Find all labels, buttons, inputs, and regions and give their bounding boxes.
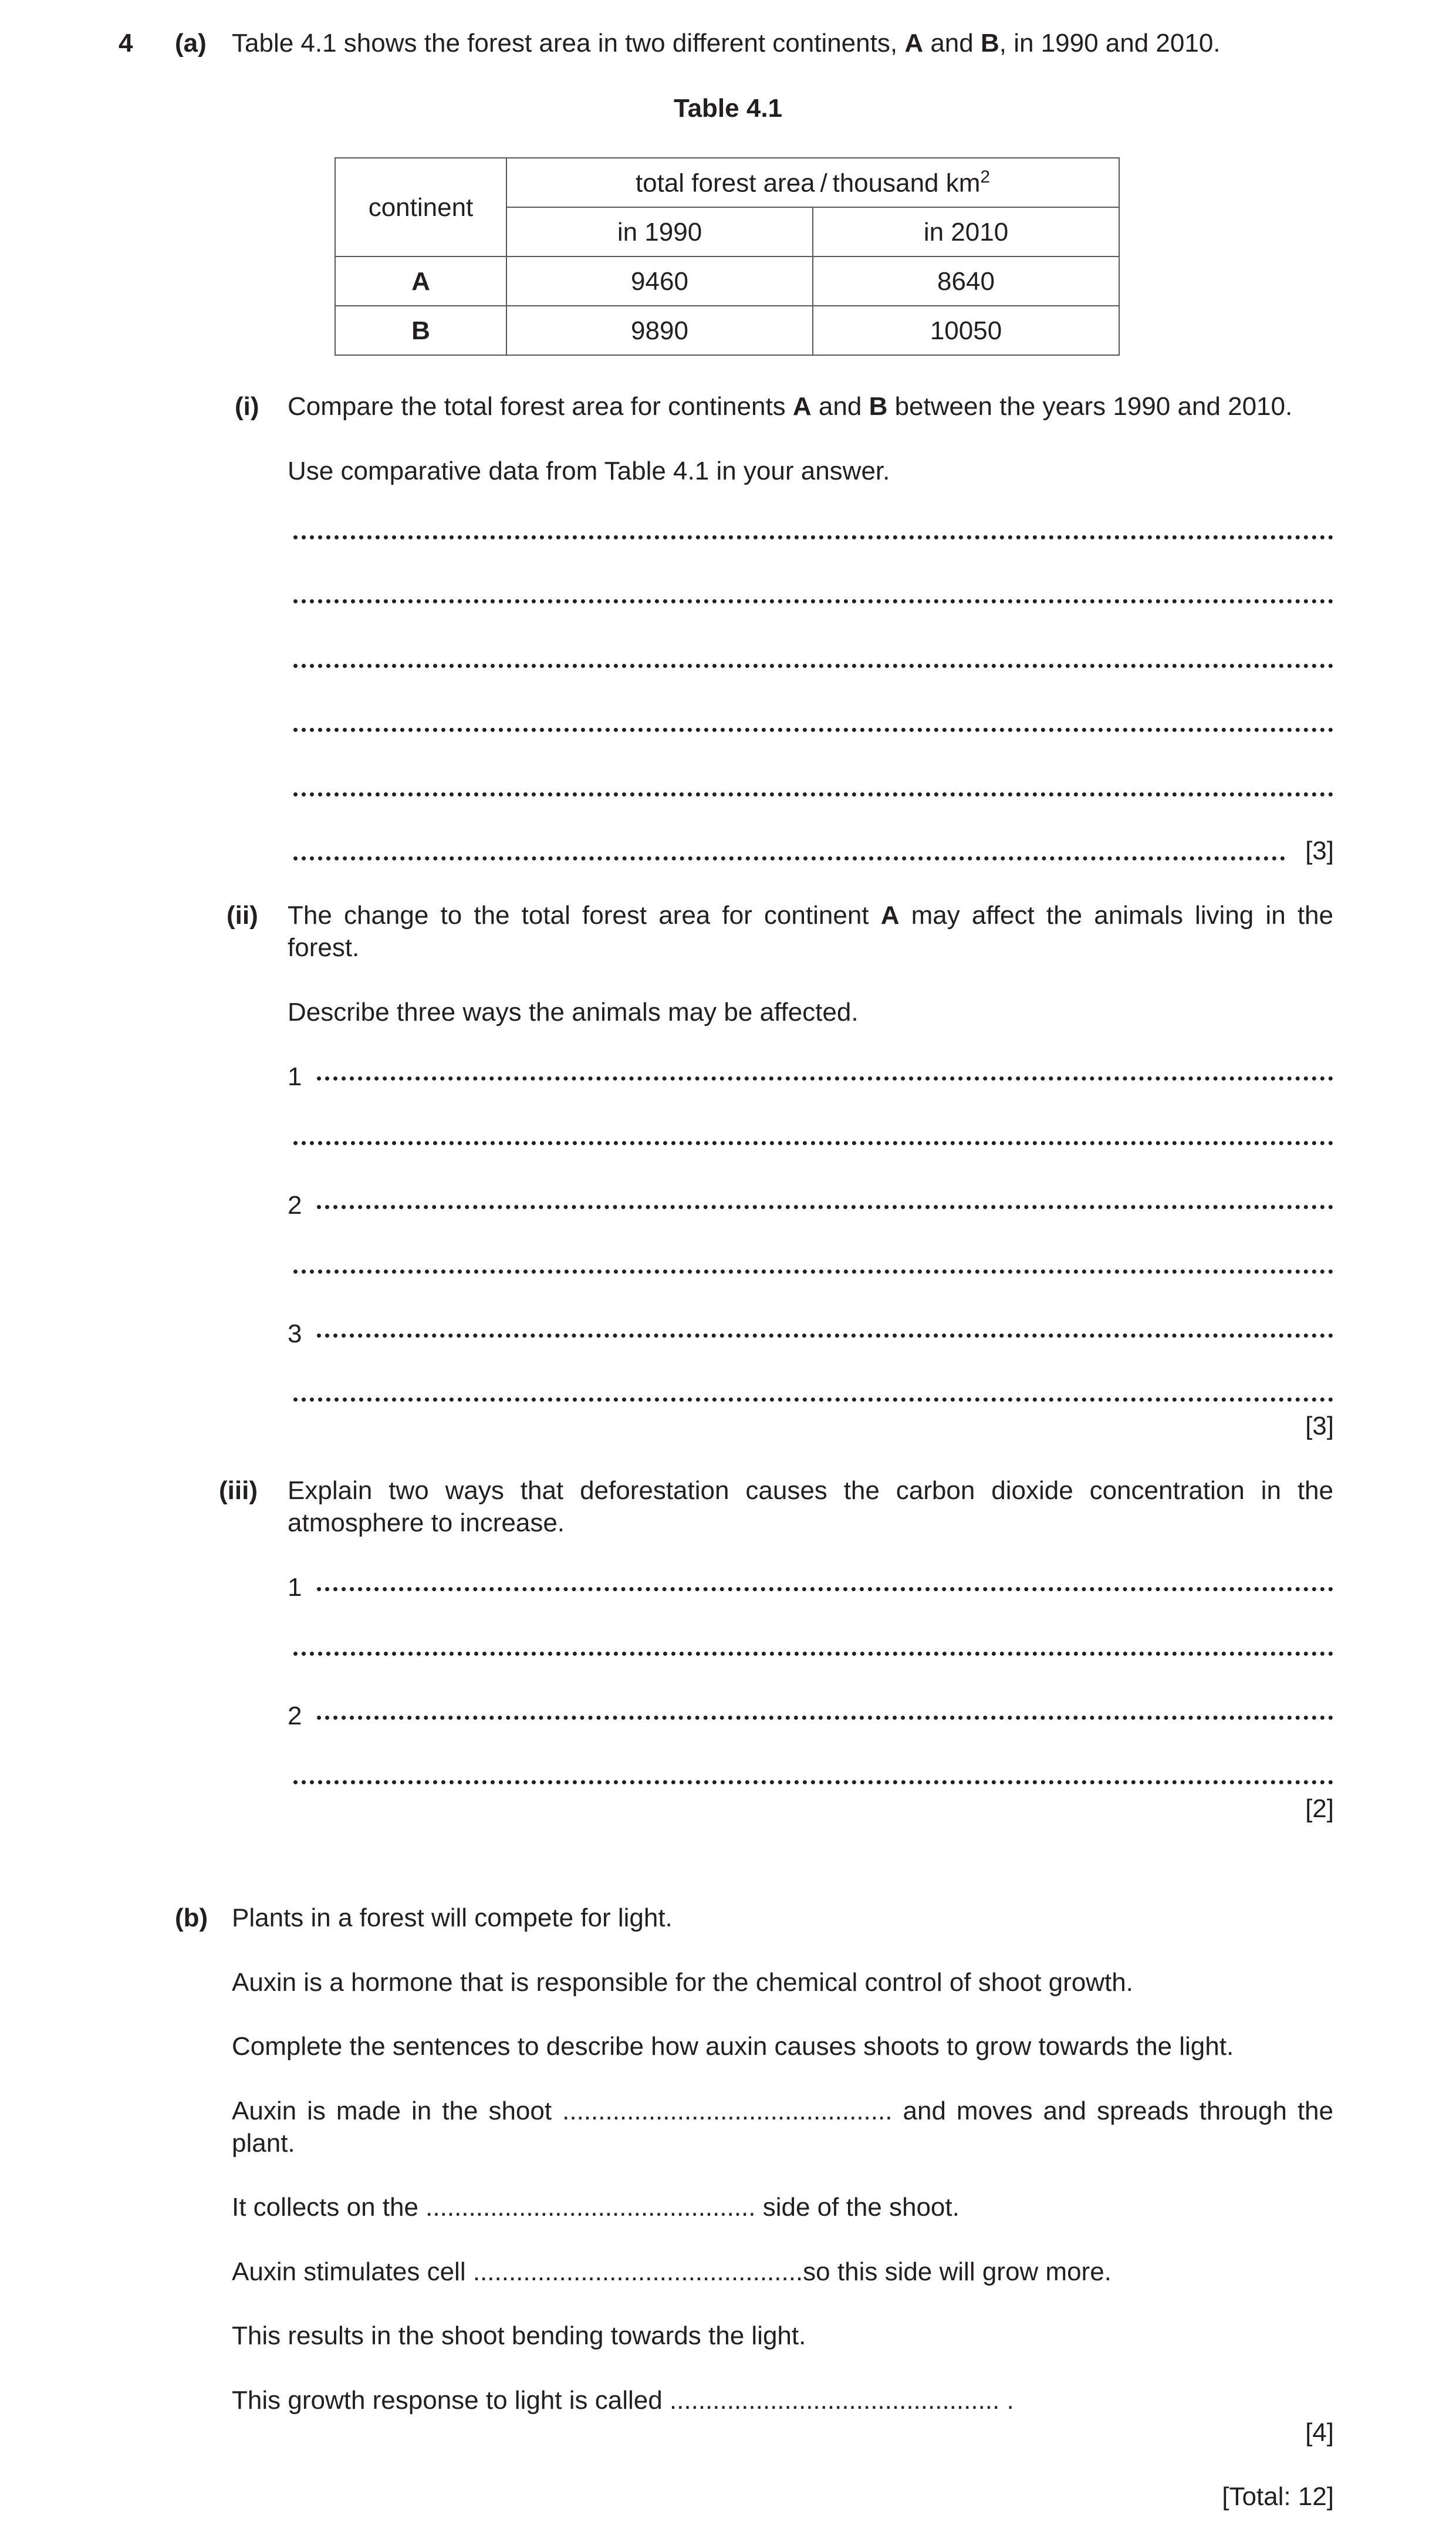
- table-row: [335, 256, 1119, 306]
- subpart-ii-instruction: Describe three ways the animals may be affected.: [288, 998, 859, 1027]
- subpart-i-question: Compare the total forest area for continents A and B between the years 1990 and 2010.: [288, 392, 1293, 421]
- answer-line[interactable]: [293, 728, 1333, 732]
- cell-2010: 8640: [813, 256, 1119, 306]
- header-1990: in 1990: [506, 207, 813, 256]
- cell-continent: A: [335, 256, 506, 306]
- subpart-i-instruction: Use comparative data from Table 4.1 in your answer.: [288, 457, 890, 485]
- answer-number: 2: [288, 1191, 302, 1220]
- answer-line[interactable]: [317, 1334, 1333, 1338]
- answer-number: 2: [288, 1702, 302, 1730]
- answer-number: 3: [288, 1319, 302, 1348]
- answer-line[interactable]: [317, 1587, 1333, 1591]
- answer-line[interactable]: [293, 856, 1285, 860]
- mark-allocation: [2]: [1305, 1794, 1334, 1823]
- table-caption: Table 4.1: [673, 94, 783, 123]
- fill-blank[interactable]: ..............................................: [472, 2257, 803, 2286]
- sentence-2: It collects on the .............................................. side of the shoot.: [232, 2193, 960, 2222]
- header-continent: continent: [335, 158, 506, 256]
- answer-line[interactable]: [293, 535, 1333, 539]
- subpart-ii-question: The change to the total forest area for continent A may affect the animals living in the forest.: [288, 901, 1333, 962]
- question-number: 4: [119, 29, 133, 58]
- answer-line[interactable]: [317, 1076, 1333, 1081]
- answer-line[interactable]: [317, 1205, 1333, 1209]
- cell-2010: 10050: [813, 306, 1119, 355]
- part-b-line: Complete the sentences to describe how auxin causes shoots to grow towards the light.: [232, 2032, 1234, 2061]
- part-b-label: (b): [175, 1903, 208, 1932]
- fill-blank[interactable]: ..............................................: [562, 2097, 893, 2125]
- part-b-line: Plants in a forest will compete for light.: [232, 1903, 673, 1932]
- answer-line[interactable]: [293, 1652, 1333, 1656]
- sentence-4: This results in the shoot bending towards the light.: [232, 2321, 806, 2350]
- header-total-forest-area: total forest area / thousand $km^2$: [506, 158, 1119, 207]
- sentence-5: This growth response to light is called .............................................. .: [232, 2386, 1014, 2415]
- part-b-line: Auxin is a hormone that is responsible for the chemical control of shoot growth.: [232, 1968, 1133, 1997]
- sentence-1: Auxin is made in the shoot .............................................. and moves and spreads through the plant.: [232, 2097, 1333, 2158]
- mark-allocation: [3]: [1305, 1412, 1334, 1440]
- fill-blank[interactable]: ..............................................: [425, 2193, 756, 2222]
- total-marks: [Total: 12]: [1222, 2482, 1334, 2511]
- header-2010: in 2010: [813, 207, 1119, 256]
- answer-line[interactable]: [293, 792, 1333, 796]
- subpart-ii-label: (ii): [227, 901, 258, 930]
- mark-allocation: [4]: [1305, 2418, 1334, 2447]
- table-row: [335, 306, 1119, 355]
- answer-number: 1: [288, 1062, 302, 1091]
- cell-1990: 9460: [506, 256, 813, 306]
- sentence-3: Auxin stimulates cell ..............................................so this side will grow more.: [232, 2257, 1112, 2286]
- answer-line[interactable]: [293, 599, 1333, 603]
- answer-line[interactable]: [293, 1141, 1333, 1145]
- subpart-iii-label: (iii): [219, 1476, 258, 1505]
- subpart-i-label: (i): [235, 392, 259, 421]
- cell-continent: B: [335, 306, 506, 355]
- answer-line[interactable]: [293, 1270, 1333, 1274]
- part-a-intro: Table 4.1 shows the forest area in two different continents, A and B, in 1990 and 2010.: [232, 29, 1221, 58]
- fill-blank[interactable]: ..............................................: [669, 2386, 1000, 2415]
- answer-line[interactable]: [293, 1398, 1333, 1402]
- cell-1990: 9890: [506, 306, 813, 355]
- part-a-label: (a): [175, 29, 207, 58]
- mark-allocation: [3]: [1305, 836, 1334, 865]
- forest-area-table: [335, 157, 1120, 356]
- answer-number: 1: [288, 1573, 302, 1602]
- answer-line[interactable]: [293, 1780, 1333, 1784]
- subpart-iii-question: Explain two ways that deforestation causes the carbon dioxide concentration in the atmosphere to increase.: [288, 1476, 1333, 1537]
- answer-line[interactable]: [293, 664, 1333, 668]
- answer-line[interactable]: [317, 1716, 1333, 1720]
